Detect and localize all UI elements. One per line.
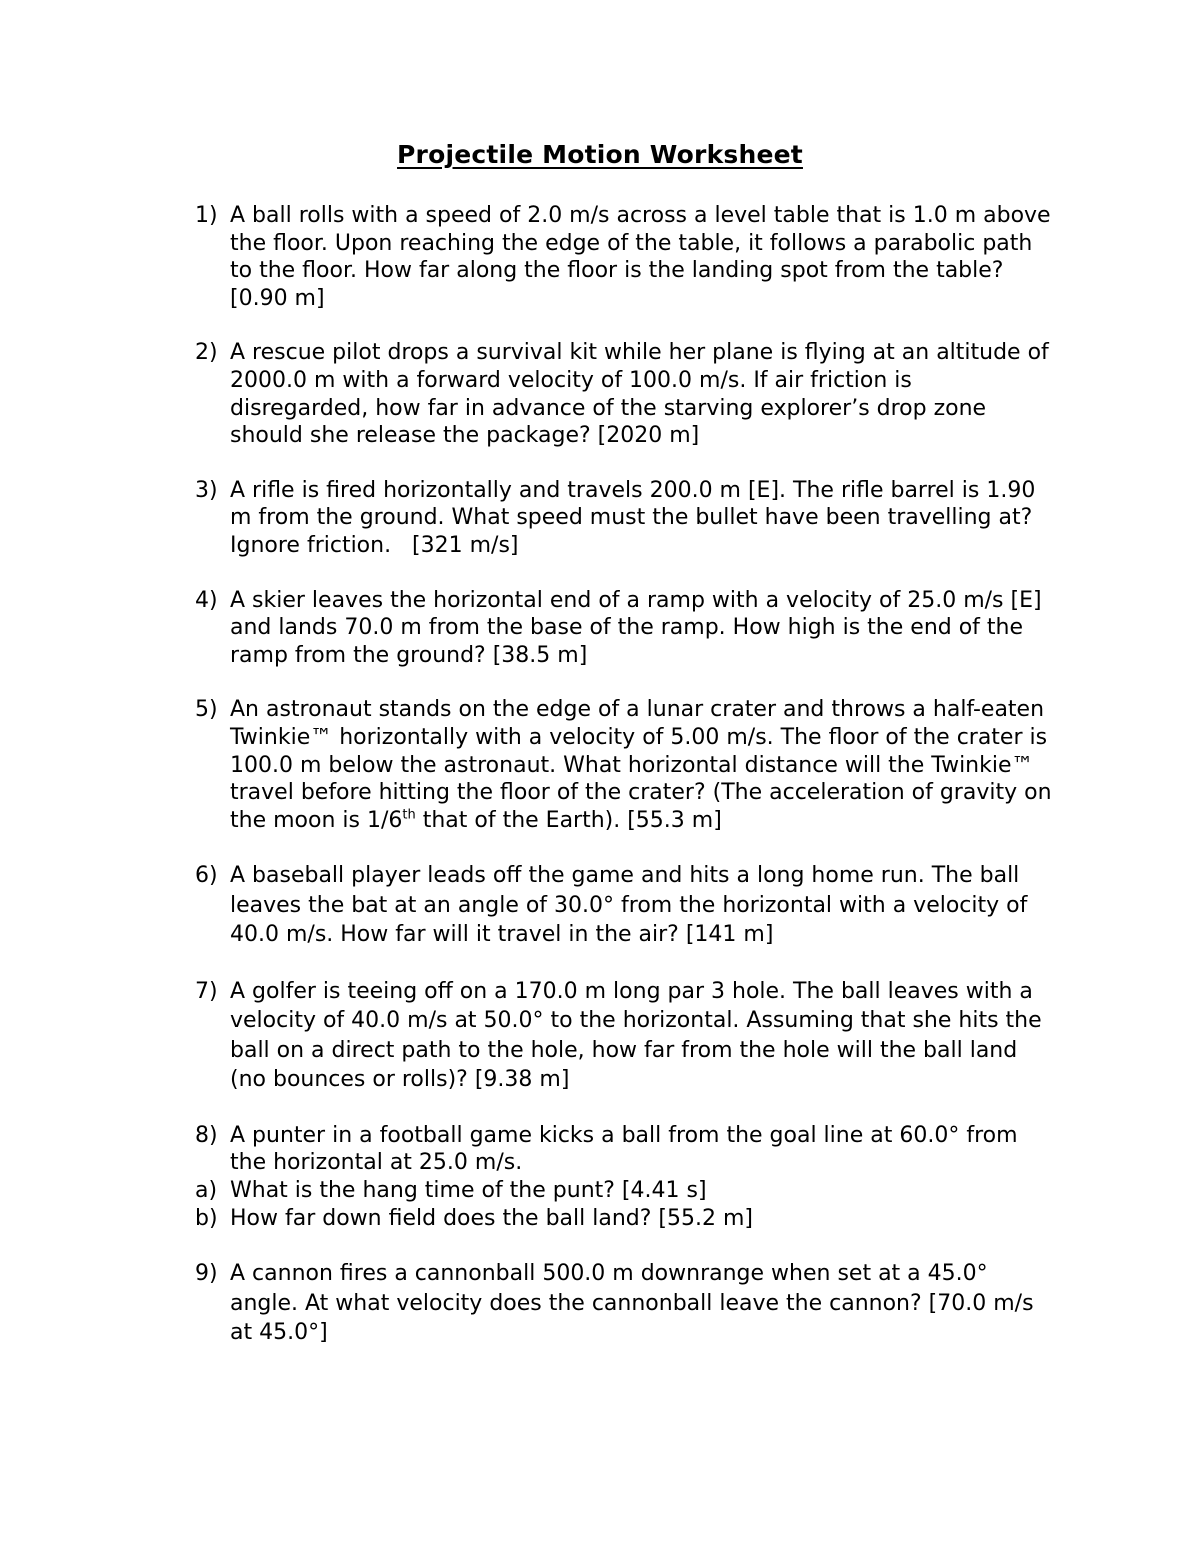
problem-5 xyxy=(195,696,1055,834)
problem-number: 9) xyxy=(195,1261,218,1287)
problem-text: A punter in a football game kicks a ball from the goal line at 60.0° from the horizontal at 25.0 m/s. xyxy=(230,1122,1018,1176)
problem-3 xyxy=(195,477,1055,560)
problem-text: A baseball player leads off the game and hits a long home run. The ball leaves the bat at an angle of 30.0° from the horizontal with a velocity of 40.0 m/s. How far will it travel in the air? [141 m] xyxy=(230,863,1028,948)
problem-number: 3) xyxy=(195,477,218,503)
problem-text: A cannon fires a cannonball 500.0 m downrange when set at a 45.0° angle. At what velocity does the cannonball leave the cannon? [70.0 m/s at 45.0°] xyxy=(230,1261,1034,1346)
subpart-label: a) xyxy=(195,1177,218,1203)
subpart-b xyxy=(195,1205,1055,1233)
subpart-text: How far down field does the ball land? [55.2 m] xyxy=(230,1205,753,1231)
problem-8-subparts xyxy=(195,1177,1055,1232)
problem-number: 8) xyxy=(195,1122,218,1148)
problem-text: A golfer is teeing off on a 170.0 m long par 3 hole. The ball leaves with a velocity of 40.0 m/s at 50.0° to the horizontal. Assuming that she hits the ball on a direct path to the hole, how far from the hole will the ball land (no bounces or rolls)? [9.38 m] xyxy=(230,978,1042,1093)
problem-number: 2) xyxy=(195,340,218,366)
problem-7 xyxy=(195,977,1055,1095)
problem-number: 6) xyxy=(195,863,218,889)
superscript-th: th xyxy=(402,807,416,823)
problem-number: 1) xyxy=(195,203,218,228)
problem-text xyxy=(230,696,1055,834)
problem-text: A rifle is fired horizontally and travels 200.0 m [E]. The rifle barrel is 1.90 m from the ground. What speed must the bullet have been travelling at? Ignore friction. [321 m/s] xyxy=(230,477,1043,558)
problem-number: 4) xyxy=(195,587,218,613)
problem-list xyxy=(195,202,1055,1375)
problem-6 xyxy=(195,861,1055,950)
problem-text: A skier leaves the horizontal end of a ramp with a velocity of 25.0 m/s [E] and lands 70.0 m from the base of the ramp. How high is the end of the ramp from the ground? [38.5 m] xyxy=(230,587,1042,668)
problem-text: A ball rolls with a speed of 2.0 m/s across a level table that is 1.0 m above the floor. Upon reaching the edge of the table, it follows a parabolic path to the floor. How far along the floor is the landing spot from the table? [0.90 m] xyxy=(230,203,1051,311)
problem-4 xyxy=(195,587,1055,670)
problem-text-part: that of the Earth). [55.3 m] xyxy=(415,807,722,833)
problem-number: 5) xyxy=(195,697,218,723)
subpart-text: What is the hang time of the punt? [4.41 s] xyxy=(230,1177,707,1203)
problem-text: A rescue pilot drops a survival kit while her plane is flying at an altitude of 2000.0 m with a forward velocity of 100.0 m/s. If air friction is disregarded, how far in advance of the starving explorer’s drop zone should she release the package? [2020 m] xyxy=(230,340,1049,449)
problem-1 xyxy=(195,202,1055,312)
subpart-label: b) xyxy=(195,1205,218,1231)
page-title: Projectile Motion Worksheet xyxy=(397,140,803,169)
subpart-a xyxy=(195,1177,1055,1205)
problem-2 xyxy=(195,339,1055,449)
problem-text-part: An astronaut stands on the edge of a lunar crater and throws a half-eaten Twinkie™ horizontally with a velocity of 5.00 m/s. The floor of the crater is 100.0 m below the astronaut. What horizontal distance will the Twinkie™ travel before hitting the floor of the crater? (The acceleration of gravity on the moon is 1/6 xyxy=(230,697,1052,833)
problem-8 xyxy=(195,1122,1055,1232)
problem-number: 7) xyxy=(195,978,218,1004)
problem-9 xyxy=(195,1259,1055,1348)
